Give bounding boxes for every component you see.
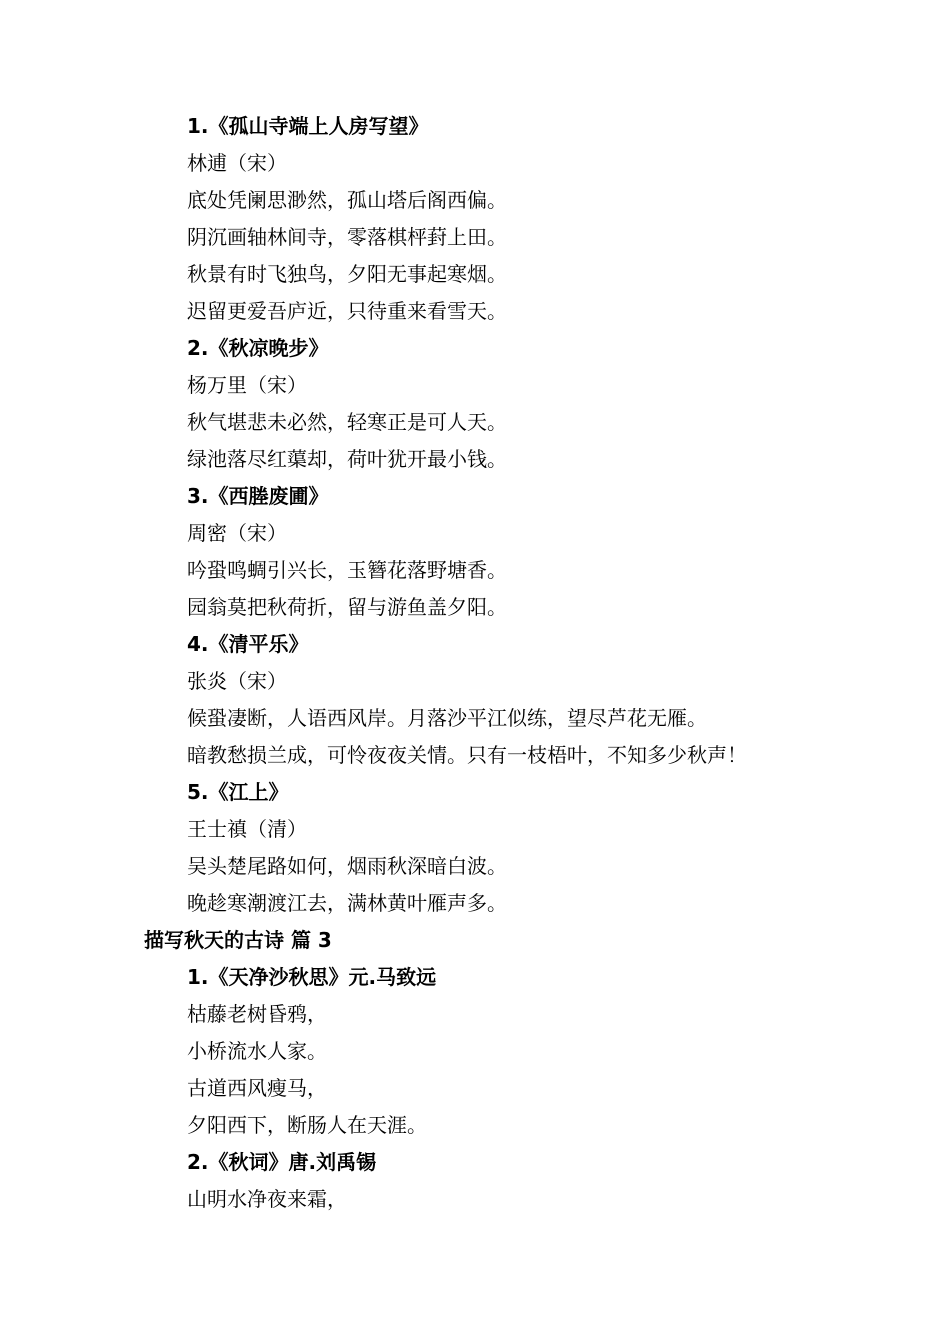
- poem-title: 4.《清平乐》: [187, 632, 309, 656]
- poem-author: 杨万里（宋）: [187, 373, 307, 397]
- poem-line: 绿池落尽红蕖却，荷叶犹开最小钱。: [187, 447, 507, 471]
- poem-line: 阴沉画轴林间寺，零落棋枰葑上田。: [187, 225, 507, 249]
- poem-line: 迟留更爱吾庐近，只待重来看雪天。: [187, 299, 507, 323]
- poem-line: 晚趁寒潮渡江去，满林黄叶雁声多。: [187, 891, 507, 915]
- poem-author: 周密（宋）: [187, 521, 287, 545]
- poem-line: 秋气堪悲未必然，轻寒正是可人天。: [187, 410, 507, 434]
- poem-line: 暗教愁损兰成，可怜夜夜关情。只有一枝梧叶，不知多少秋声！: [187, 743, 747, 767]
- poem-title: 5.《江上》: [187, 780, 289, 804]
- poem-line: 秋景有时飞独鸟，夕阳无事起寒烟。: [187, 262, 507, 286]
- poem-title: 1.《孤山寺端上人房写望》: [187, 114, 429, 138]
- poem-title: 2.《秋凉晚步》: [187, 336, 329, 360]
- poem-line: 夕阳西下，断肠人在天涯。: [187, 1113, 427, 1137]
- poem-line: 小桥流水人家。: [187, 1039, 327, 1063]
- poem-title: 2.《秋词》唐.刘禹锡: [187, 1150, 377, 1174]
- poem-line: 园翁莫把秋荷折，留与游鱼盖夕阳。: [187, 595, 507, 619]
- section-heading: 描写秋天的古诗 篇 3: [144, 928, 332, 952]
- document-page: [0, 108, 950, 1218]
- poem-line: 吴头楚尾路如何，烟雨秋深暗白波。: [187, 854, 507, 878]
- poem-author: 林逋（宋）: [187, 151, 287, 175]
- poem-line: 山明水净夜来霜，: [187, 1187, 347, 1211]
- poem-line: 枯藤老树昏鸦，: [187, 1002, 327, 1026]
- poem-line: 吟蛩鸣蜩引兴长，玉簪花落野塘香。: [187, 558, 507, 582]
- poem-author: 王士禛（清）: [187, 817, 307, 841]
- poem-line: 底处凭阑思渺然，孤山塔后阁西偏。: [187, 188, 507, 212]
- poem-title: 3.《西塍废圃》: [187, 484, 329, 508]
- poem-line: 古道西风瘦马，: [187, 1076, 327, 1100]
- poem-line: 候蛩凄断，人语西风岸。月落沙平江似练，望尽芦花无雁。: [187, 706, 707, 730]
- poem-author: 张炎（宋）: [187, 669, 287, 693]
- poem-title: 1.《天净沙秋思》元.马致远: [187, 965, 437, 989]
